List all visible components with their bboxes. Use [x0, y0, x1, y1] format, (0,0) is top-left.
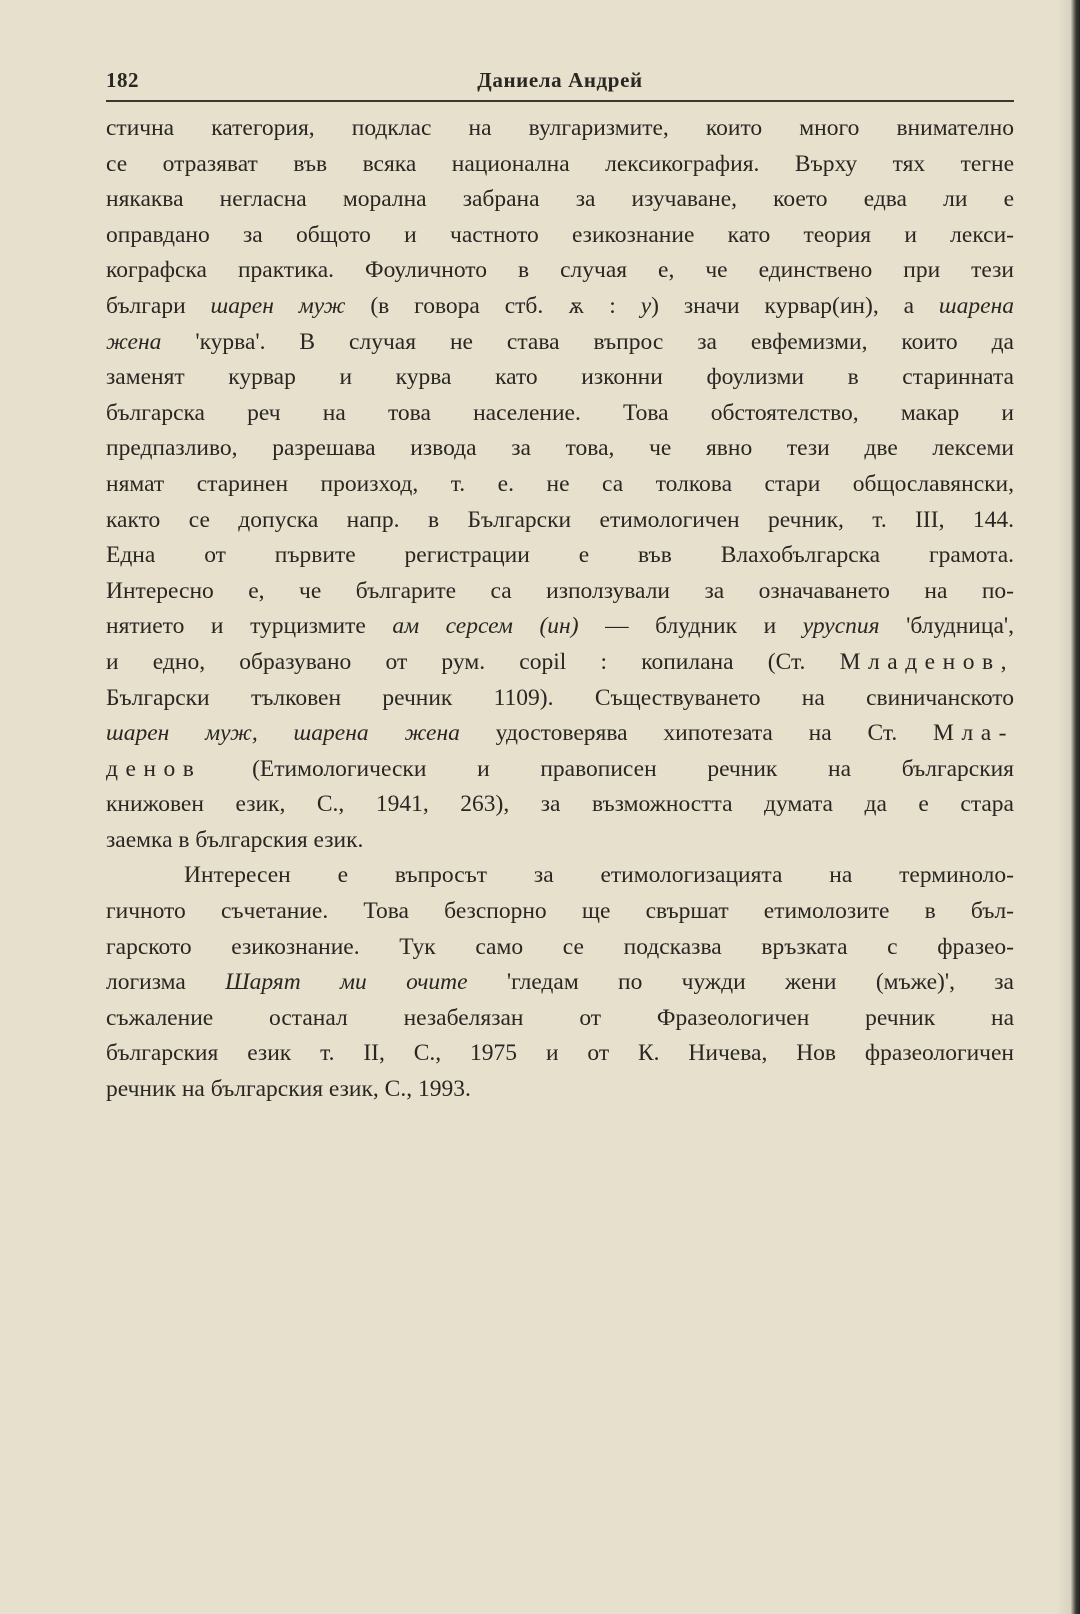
text-line [106, 752, 1014, 788]
text-line: заемка в българския език. [106, 826, 364, 853]
text-run: — блудник и [578, 613, 803, 640]
page-number: 182 [106, 68, 139, 92]
italic-term: уруспия [802, 613, 880, 640]
italic-term: жена [106, 328, 162, 355]
text-line: нямат старинен произход, т. е. не са толкова стари общославянски, [106, 470, 1014, 497]
text-line: кографска практика. Фоуличното в случая е, че единствено при тези [106, 257, 1014, 284]
text-line [106, 325, 1014, 361]
italic-term: шарен муж [210, 292, 346, 319]
text-line: речник на българския език, С., 1993. [106, 1076, 471, 1103]
text-line: оправдано за общото и частното езикознание като теория и лекси- [106, 221, 1014, 248]
italic-term: ам серсем (ин) [392, 613, 579, 640]
italic-term: Шарят ми очите [225, 969, 468, 996]
text-line: българския език т. II, С., 1975 и от К. Ничева, Нов фразеологичен [106, 1040, 1014, 1067]
text-line: както се допуска напр. в Български етимологичен речник, т. III, 144. [106, 506, 1014, 533]
text-line: заменят курвар и курва като изконни фоулизми в старинната [106, 364, 1014, 391]
text-run: (Етимологически и правописен речник на българския [201, 755, 1014, 782]
text-run: 'блудница', [879, 613, 1014, 640]
text-line [106, 965, 1014, 1001]
text-line [106, 716, 1014, 752]
text-line [106, 645, 1014, 681]
text-run: ) значи курвар(ин), а [651, 292, 939, 319]
italic-term: шарен муж, шарена жена [106, 720, 460, 747]
paragraph-2 [106, 858, 1014, 1107]
text-line: се отразяват във всяка национална лексикография. Върху тях тегне [106, 150, 1014, 177]
spaced-name: Мла- [933, 720, 1014, 747]
text-line: стична категория, подклас на вулгаризмите, които много внимателно [106, 115, 1014, 141]
text-line [106, 609, 1014, 645]
text-line: гарското езикознание. Тук само се подсказва връзката с фразео- [106, 933, 1014, 960]
book-spine-edge [1070, 0, 1080, 1614]
text-line: Български тълковен речник 1109). Съществуването на свиничанското [106, 684, 1014, 711]
text-line: Интересно е, че българите са използували за означаването на по- [106, 577, 1014, 604]
spaced-name: денов [106, 755, 202, 782]
text-line: Една от първите регистрации е във Влахобългарска грамота. [106, 542, 1014, 569]
text-line [106, 289, 1014, 325]
text-line: книжовен език, С., 1941, 263), за възможността думата да е стара [106, 791, 1014, 818]
text-run: логизма [106, 969, 226, 996]
text-line: предпазливо, разрешава извода за това, че явно тези две лексеми [106, 435, 1014, 462]
italic-term: шарена [938, 292, 1015, 319]
text-run: и едно, образувано от рум. copil : копилана (Ст. [106, 648, 840, 675]
text-line: някаква негласна морална забрана за изучаване, което едва ли е [106, 186, 1014, 213]
text-line: съжаление останал незабелязан от Фразеологичен речник на [106, 1004, 1014, 1031]
text-run: 'гледам по чужди жени (мъже)', за [467, 969, 1014, 996]
text-run: 'курва'. В случая не става въпрос за евфемизми, които да [161, 328, 1014, 355]
text-run: удостоверява хипотезата на Ст. [459, 720, 934, 747]
spaced-name: Младенов, [839, 648, 1014, 675]
text-run: : [584, 292, 641, 319]
text-line: Интересен е въпросът за етимологизацията на терминоло- [184, 862, 1014, 889]
text-run: (в говора стб. [345, 292, 569, 319]
paragraph-1 [106, 111, 1014, 858]
text-run: българи [106, 292, 211, 319]
text-line: гичното съчетание. Това безспорно ще свършат етимолозите в бъл- [106, 898, 1014, 925]
running-head: Даниела Андрей [477, 68, 643, 92]
text-run: ѫ [568, 292, 585, 319]
body-text [106, 111, 1014, 1108]
text-run: нятието и турцизмите [106, 613, 393, 640]
page-header [106, 64, 1014, 102]
text-line: българска реч на това население. Това обстоятелство, макар и [106, 399, 1014, 426]
page-edge-shadow [1056, 0, 1070, 1614]
italic-term: у [640, 292, 652, 319]
